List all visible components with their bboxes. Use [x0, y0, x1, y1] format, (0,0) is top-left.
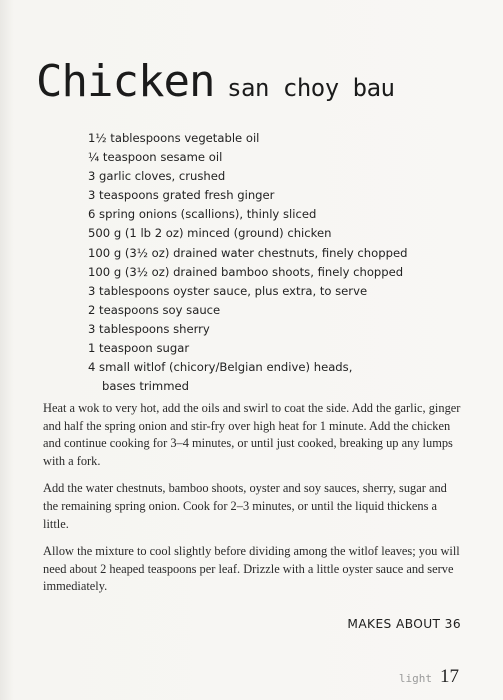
recipe-yield: MAKES ABOUT 36 — [347, 617, 461, 631]
method-paragraph: Allow the mixture to cool slightly before dividing among the witlof leaves; you will need about 2 heaped teaspoons per leaf. Drizzle with a little oyster sauce and serve immediately. — [43, 544, 460, 594]
ingredient-item: 100 g (3½ oz) drained water chestnuts, finely chopped — [88, 245, 408, 260]
page-footer — [399, 666, 459, 688]
ingredient-item: 4 small witlof (chicory/Belgian endive) heads, — [88, 360, 353, 375]
recipe-title-main: Chicken — [36, 56, 215, 107]
ingredient-item: 2 teaspoons soy sauce — [88, 302, 221, 317]
recipe-title-sub: san choy bau — [227, 74, 395, 102]
page-number: 17 — [440, 666, 459, 687]
ingredient-item: 1 teaspoon sugar — [88, 341, 190, 356]
ingredient-item: 3 garlic cloves, crushed — [88, 169, 226, 184]
method-paragraph: Add the water chestnuts, bamboo shoots, oyster and soy sauces, sherry, sugar and the remaining spring onion. Cook for 2–3 minutes, or until the liquid thickens a little. — [43, 481, 447, 531]
method-text — [43, 400, 463, 606]
ingredient-item: 500 g (1 lb 2 oz) minced (ground) chicken — [88, 226, 332, 241]
ingredient-item: 100 g (3½ oz) drained bamboo shoots, finely chopped — [88, 264, 404, 279]
ingredient-item: 3 tablespoons oyster sauce, plus extra, to serve — [88, 283, 368, 298]
recipe-title — [36, 56, 395, 107]
section-name: light — [398, 672, 432, 685]
ingredient-item: 6 spring onions (scallions), thinly sliced — [88, 207, 317, 222]
ingredient-item: 1½ tablespoons vegetable oil — [88, 131, 260, 145]
ingredient-item: ¼ teaspoon sesame oil — [88, 150, 223, 165]
method-paragraph: Heat a wok to very hot, add the oils and swirl to coat the side. Add the garlic, ginger and half the spring onion and stir-fry over high heat for 1 minute. Add the chicken and continue cooking for 3–4 minutes, or until just cooked, breaking up any lumps with a fork. — [43, 401, 461, 468]
ingredients-list — [88, 129, 407, 396]
ingredient-item: 3 tablespoons sherry — [88, 321, 210, 336]
ingredient-item: 3 teaspoons grated fresh ginger — [88, 188, 275, 203]
ingredient-item-continued: bases trimmed — [102, 379, 189, 394]
